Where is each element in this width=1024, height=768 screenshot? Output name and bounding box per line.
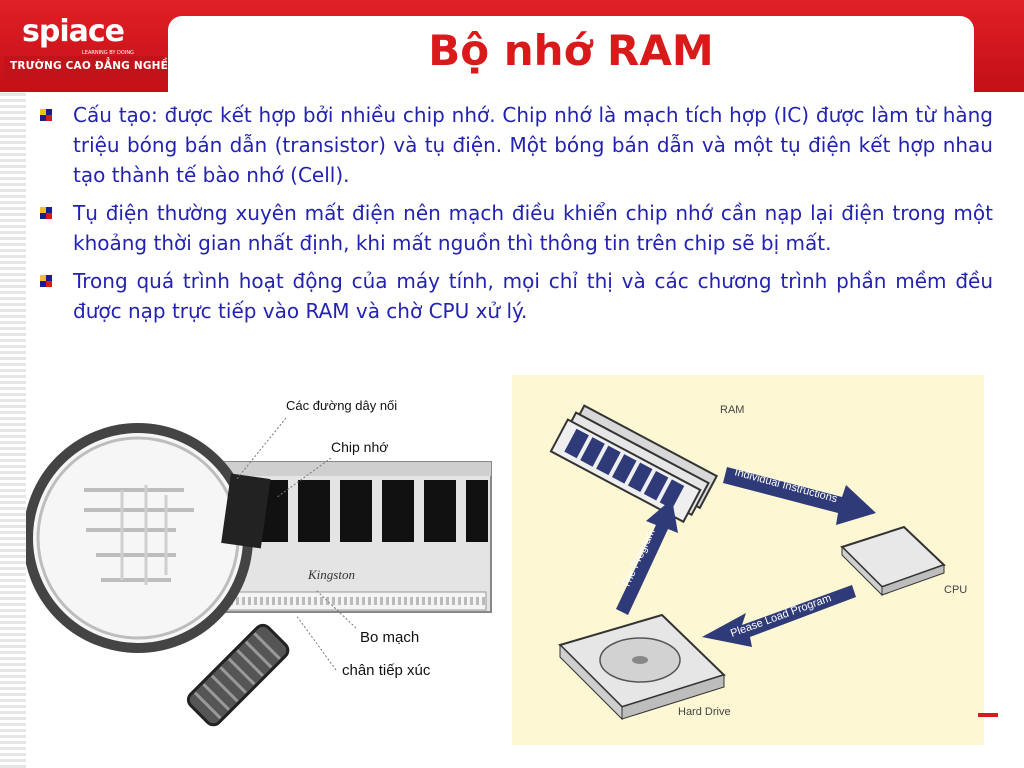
label-contacts: chân tiếp xúc: [342, 662, 431, 679]
arrow-hdd-to-ram: [616, 499, 678, 615]
memory-chip: [340, 480, 372, 542]
memory-chip: [466, 480, 488, 542]
hard-drive-icon: [560, 615, 724, 719]
label-board: Bo mạch: [360, 629, 420, 646]
label-cpu: CPU: [944, 584, 968, 596]
arrow-label-cpu-hdd: Please Load Program: [728, 592, 834, 640]
logo-school-name: TRƯỜNG CAO ĐẲNG NGHỀ: [10, 60, 169, 72]
label-wires: Các đường dây nối: [286, 398, 398, 413]
label-chip: Chip nhớ: [331, 439, 389, 455]
bullet-list: [38, 100, 993, 334]
footer-accent: [978, 713, 998, 717]
memory-chip: [424, 480, 456, 542]
arrow-ram-to-cpu: [723, 466, 876, 525]
ram-module-figure: [26, 380, 500, 752]
label-ram: RAM: [720, 404, 745, 416]
bullet-square-icon: [40, 275, 52, 287]
bullet-item: [38, 266, 993, 326]
logo-brand: spiace: [22, 14, 124, 49]
slide-title: Bộ nhớ RAM: [428, 26, 714, 75]
left-stripe-decoration: [0, 0, 26, 768]
bullet-square-icon: [40, 207, 52, 219]
memory-chip: [298, 480, 330, 542]
bullet-item: [38, 100, 993, 190]
cpu-chip-icon: [842, 527, 944, 595]
logo-tagline: LEARNING BY DOING: [82, 50, 134, 56]
school-logo: [4, 8, 169, 84]
memory-chip: [382, 480, 414, 542]
ram-cpu-flow-figure: [512, 375, 984, 745]
bullet-text: Trong quá trình hoạt động của máy tính, mọi chỉ thị và các chương trình phần mềm đều được nạp trực tiếp vào RAM và chờ CPU xử lý.: [73, 269, 993, 323]
arrow-cpu-to-hdd: [702, 585, 856, 647]
bullet-text: Tụ điện thường xuyên mất điện nên mạch điều khiển chip nhớ cần nạp lại điện trong một khoảng thời gian nhất định, khi mất nguồn thì thông tin trên chip sẽ bị mất.: [73, 201, 993, 255]
bullet-item: [38, 198, 993, 258]
module-brand: Kingston: [308, 567, 355, 582]
flow-illustration: [512, 375, 984, 745]
ram-stick-icon: [551, 402, 717, 526]
bullet-square-icon: [40, 109, 52, 121]
label-hard-drive: Hard Drive: [678, 706, 731, 718]
ram-module-illustration: [26, 380, 500, 752]
bullet-text: Cấu tạo: được kết hợp bởi nhiều chip nhớ. Chip nhớ là mạch tích hợp (IC) được làm từ hàng triệu bóng bán dẫn (transistor) và tụ điện. Một bóng bán dẫn và một tụ điện kết hợp nhau tạo thành tế bào nhớ (Cell).: [73, 103, 993, 187]
arrow-label-ram-cpu: Individual Instructions: [733, 466, 839, 506]
arrow-label-hdd-ram: The Program: [619, 527, 658, 591]
